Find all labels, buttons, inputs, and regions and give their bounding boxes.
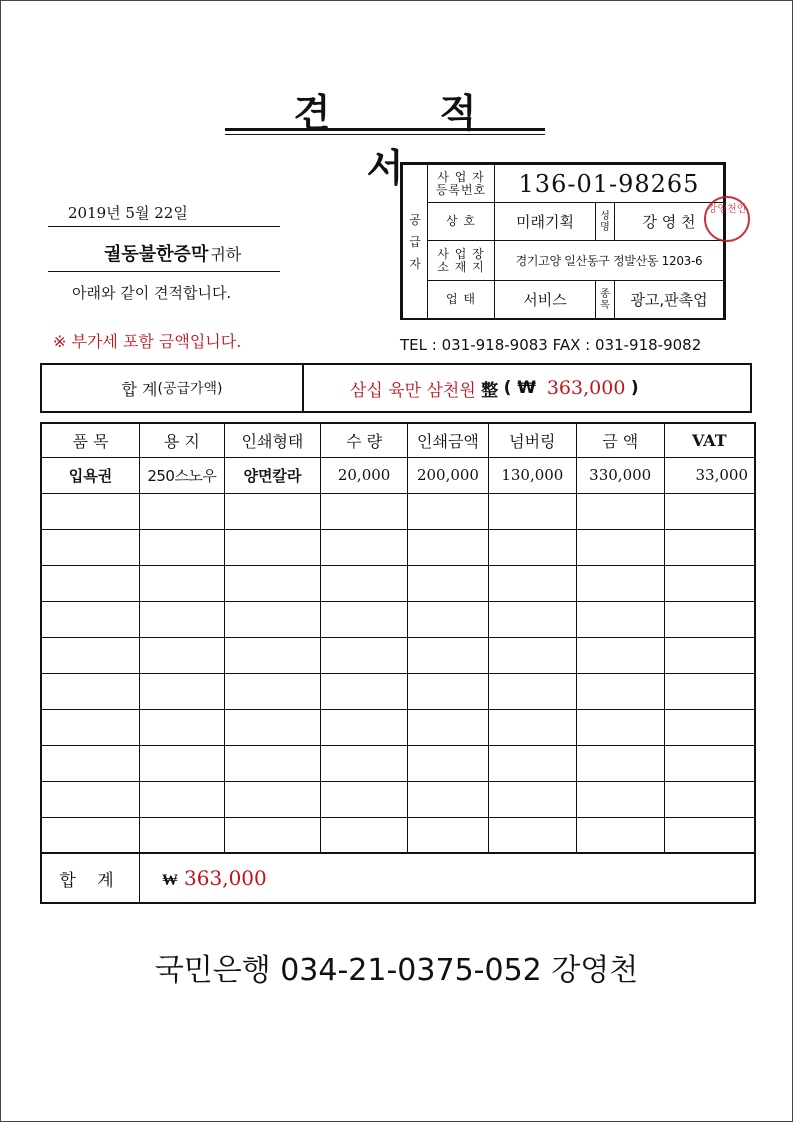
empty-cell (140, 817, 225, 853)
cell-vat: 33,000 (664, 457, 755, 493)
empty-cell (41, 673, 140, 709)
empty-cell (321, 817, 408, 853)
empty-cell (41, 601, 140, 637)
greeting: 아래와 같이 견적합니다. (72, 284, 232, 302)
seal-stamp-icon: 강영천인 (704, 196, 750, 242)
empty-cell (664, 601, 755, 637)
cell-quantity: 20,000 (321, 457, 408, 493)
empty-table-row (41, 673, 755, 709)
empty-cell (224, 781, 320, 817)
table-row (41, 457, 755, 493)
issue-date: 2019년 5월 22일 (68, 204, 188, 222)
col-quantity: 수 량 (321, 423, 408, 457)
col-print-type: 인쇄형태 (224, 423, 320, 457)
empty-cell (321, 745, 408, 781)
empty-cell (224, 493, 320, 529)
empty-cell (408, 745, 489, 781)
col-amount: 금 액 (576, 423, 664, 457)
empty-cell (41, 745, 140, 781)
empty-table-row (41, 817, 755, 853)
empty-cell (140, 565, 225, 601)
empty-cell (488, 529, 576, 565)
empty-cell (664, 709, 755, 745)
empty-cell (488, 565, 576, 601)
empty-cell (664, 673, 755, 709)
biz-type-label: 업 태 (428, 281, 495, 319)
empty-cell (140, 529, 225, 565)
empty-cell (140, 709, 225, 745)
col-numbering: 넘버링 (488, 423, 576, 457)
document-title: 견 적 서 (293, 91, 525, 190)
empty-table-row (41, 637, 755, 673)
empty-cell (224, 637, 320, 673)
empty-cell (140, 637, 225, 673)
address: 경기고양 일산동구 정발산동 1203-6 (495, 241, 724, 281)
company-label: 상 호 (428, 203, 495, 241)
empty-cell (576, 565, 664, 601)
empty-cell (488, 817, 576, 853)
empty-cell (664, 493, 755, 529)
empty-cell (408, 781, 489, 817)
empty-cell (41, 817, 140, 853)
empty-cell (41, 493, 140, 529)
recipient (104, 240, 241, 266)
empty-cell (408, 601, 489, 637)
empty-cell (41, 637, 140, 673)
empty-cell (576, 529, 664, 565)
empty-cell (408, 529, 489, 565)
biz-item-label: 종 목 (596, 281, 615, 319)
biz-type: 서비스 (495, 281, 596, 319)
empty-cell (224, 673, 320, 709)
empty-cell (488, 709, 576, 745)
empty-cell (140, 493, 225, 529)
empty-cell (408, 709, 489, 745)
empty-cell (488, 493, 576, 529)
empty-cell (664, 781, 755, 817)
empty-cell (576, 493, 664, 529)
table-header-row (41, 423, 755, 457)
empty-cell (41, 565, 140, 601)
empty-table-row (41, 529, 755, 565)
table-total-label: 합 계 (41, 853, 140, 903)
empty-table-row (41, 745, 755, 781)
empty-cell (224, 601, 320, 637)
vat-note: ※ 부가세 포함 금액입니다. (53, 332, 242, 351)
empty-cell (576, 709, 664, 745)
cell-item: 입욕권 (41, 457, 140, 493)
empty-cell (488, 673, 576, 709)
empty-cell (408, 493, 489, 529)
table-total-row (41, 853, 755, 903)
empty-cell (488, 601, 576, 637)
date-underline (48, 226, 280, 227)
col-item: 품 목 (41, 423, 140, 457)
empty-cell (321, 709, 408, 745)
empty-cell (140, 745, 225, 781)
supplier-box (400, 162, 726, 320)
empty-cell (140, 781, 225, 817)
korean-amount: 삼십 육만 삼천원 (350, 380, 476, 401)
reg-no-label: 사 업 자 등록번호 (428, 165, 495, 203)
empty-cell (224, 745, 320, 781)
address-label: 사 업 장 소 재 지 (428, 241, 495, 281)
col-vat: VAT (664, 423, 755, 457)
table-total-amount: ₩ 363,000 (140, 853, 755, 903)
empty-cell (664, 529, 755, 565)
empty-cell (140, 673, 225, 709)
title-underline (225, 128, 545, 131)
empty-cell (224, 709, 320, 745)
empty-table-row (41, 709, 755, 745)
cell-numbering: 130,000 (488, 457, 576, 493)
name-label: 성 명 (596, 203, 615, 241)
empty-table-row (41, 781, 755, 817)
cell-paper: 250스노우 (140, 457, 225, 493)
empty-cell (664, 745, 755, 781)
empty-rows (41, 493, 755, 853)
empty-cell (576, 637, 664, 673)
empty-cell (488, 781, 576, 817)
empty-table-row (41, 565, 755, 601)
empty-cell (408, 565, 489, 601)
cell-amount: 330,000 (576, 457, 664, 493)
empty-cell (576, 817, 664, 853)
empty-cell (664, 565, 755, 601)
cell-print-price: 200,000 (408, 457, 489, 493)
col-paper: 용 지 (140, 423, 225, 457)
empty-cell (224, 565, 320, 601)
empty-cell (408, 673, 489, 709)
bank-account: 국민은행 034-21-0375-052 강영천 (154, 953, 639, 988)
empty-cell (321, 781, 408, 817)
empty-cell (576, 673, 664, 709)
empty-cell (224, 817, 320, 853)
company-name: 미래기획 (495, 203, 596, 241)
recipient-name: 궐동불한증막 (104, 244, 209, 265)
recipient-underline (48, 271, 280, 272)
empty-cell (664, 817, 755, 853)
title-underline-thin (225, 134, 545, 135)
empty-cell (321, 673, 408, 709)
empty-cell (321, 601, 408, 637)
supplier-vertical-label: 공 급 자 (403, 165, 428, 319)
empty-table-row (41, 601, 755, 637)
empty-cell (41, 709, 140, 745)
empty-cell (321, 637, 408, 673)
biz-item: 광고,판촉업 (615, 281, 724, 319)
empty-cell (576, 745, 664, 781)
cell-print-type: 양면칼라 (224, 457, 320, 493)
empty-table-row (41, 493, 755, 529)
total-bar-label: 합 계 (공급가액) (42, 365, 304, 411)
total-bar (40, 363, 752, 413)
tel-fax: TEL : 031-918-9083 FAX : 031-918-9082 (400, 336, 702, 354)
empty-cell (321, 529, 408, 565)
empty-cell (224, 529, 320, 565)
total-amount-numeric: 363,000 (546, 377, 626, 399)
empty-cell (488, 745, 576, 781)
empty-cell (488, 637, 576, 673)
col-print-price: 인쇄금액 (408, 423, 489, 457)
empty-cell (140, 601, 225, 637)
empty-cell (321, 493, 408, 529)
empty-cell (664, 637, 755, 673)
recipient-honorific: 귀하 (210, 245, 242, 264)
empty-cell (321, 565, 408, 601)
empty-cell (576, 781, 664, 817)
empty-cell (408, 817, 489, 853)
total-bar-amount: 삼십 육만 삼천원 整 ( ₩ 363,000 ) (350, 377, 639, 401)
items-table (40, 422, 756, 904)
empty-cell (41, 529, 140, 565)
empty-cell (41, 781, 140, 817)
empty-cell (408, 637, 489, 673)
empty-cell (576, 601, 664, 637)
reg-no: 136-01-98265 (495, 165, 724, 203)
owner-name: 강 영 천 (615, 203, 724, 241)
